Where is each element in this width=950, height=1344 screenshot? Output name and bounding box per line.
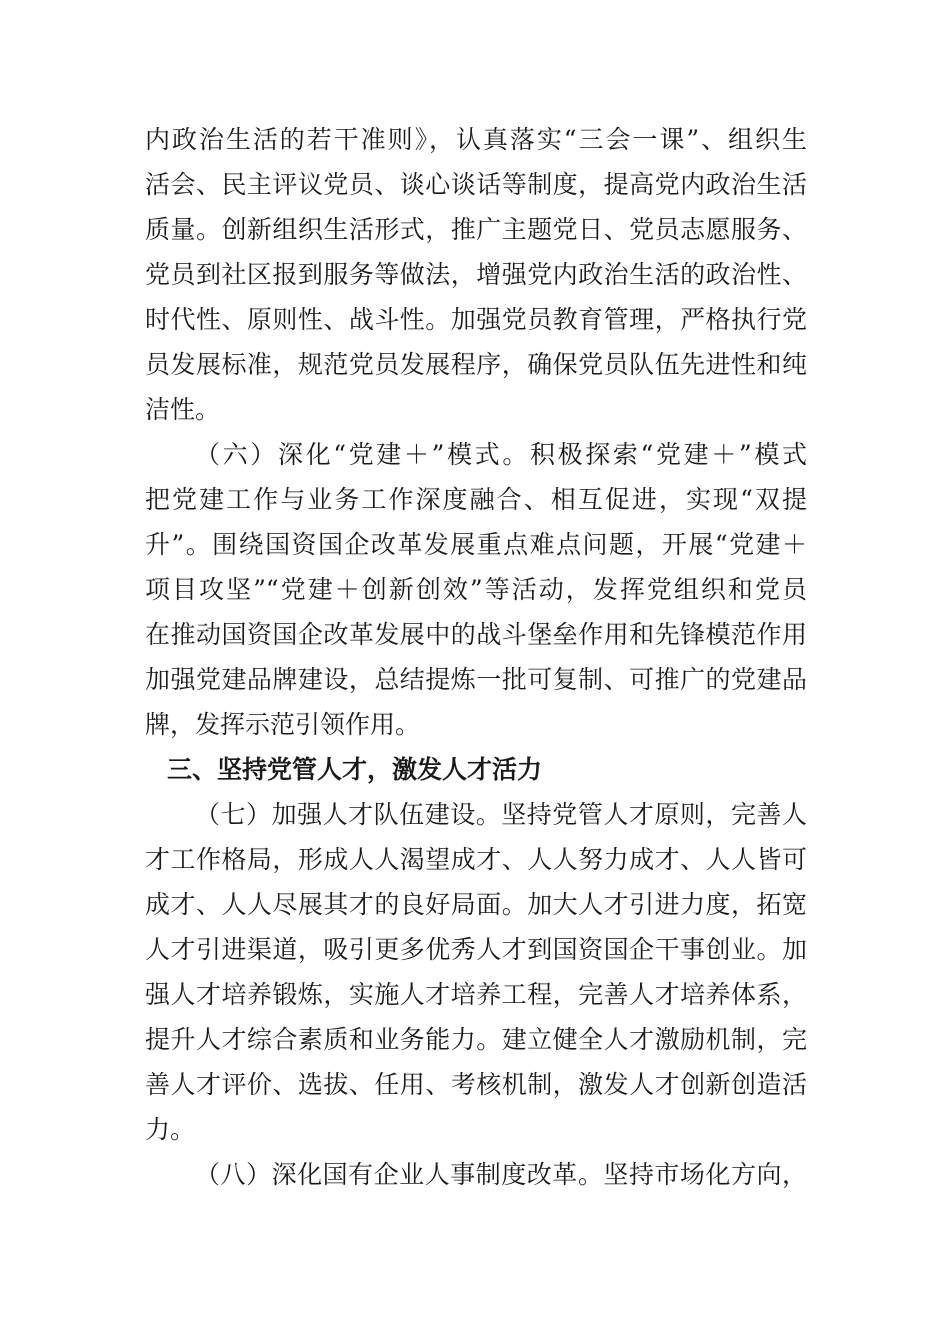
text-line: 党员到社区报到服务等做法，增强党内政治生活的政治性、 — [145, 260, 807, 289]
text-line: 项目攻坚”“党建＋创新创效”等活动，发挥党组织和党员 — [145, 575, 807, 604]
text-line: 升”。围绕国资国企改革发展重点难点问题，开展“党建＋ — [145, 530, 807, 559]
text-line: 提升人才综合素质和业务能力。建立健全人才激励机制，完 — [145, 1025, 807, 1054]
text-line: （八）深化国有企业人事制度改革。坚持市场化方向， — [195, 1160, 807, 1189]
text-line: 员发展标准，规范党员发展程序，确保党员队伍先进性和纯 — [145, 350, 807, 379]
text-line: （六）深化“党建＋”模式。积极探索“党建＋”模式 — [195, 440, 807, 469]
text-line: 成才、人人尽展其才的良好局面。加大人才引进力度，拓宽 — [145, 890, 807, 919]
text-line: 洁性。 — [145, 395, 221, 424]
paragraph-6 — [145, 432, 807, 747]
text-line: 把党建工作与业务工作深度融合、相互促进，实现“双提 — [145, 485, 807, 514]
text-line: 才工作格局，形成人人渴望成才、人人努力成才、人人皆可 — [145, 845, 807, 874]
paragraph-5-continuation — [145, 117, 807, 432]
text-line: 时代性、原则性、战斗性。加强党员教育管理，严格执行党 — [145, 305, 807, 334]
text-line: 人才引进渠道，吸引更多优秀人才到国资国企干事创业。加 — [145, 935, 807, 964]
text-line: 牌，发挥示范引领作用。 — [145, 710, 421, 739]
text-line: 善人才评价、选拔、任用、考核机制，激发人才创新创造活 — [145, 1070, 807, 1099]
text-line: 内政治生活的若干准则》，认真落实“三会一课”、组织生 — [145, 125, 807, 154]
paragraph-7 — [145, 792, 807, 1152]
text-line: 在推动国资国企改革发展中的战斗堡垒作用和先锋模范作用 — [145, 620, 807, 649]
paragraph-8 — [145, 1152, 807, 1197]
text-line: 活会、民主评议党员、谈心谈话等制度，提高党内政治生活 — [145, 170, 807, 199]
text-line: 加强党建品牌建设，总结提炼一批可复制、可推广的党建品 — [145, 665, 807, 694]
text-line: 质量。创新组织生活形式，推广主题党日、党员志愿服务、 — [145, 215, 807, 244]
section-heading: 三、坚持党管人才，激发人才活力 — [167, 755, 543, 784]
text-line: （七）加强人才队伍建设。坚持党管人才原则，完善人 — [195, 800, 807, 829]
text-line: 强人才培养锻炼，实施人才培养工程，完善人才培养体系， — [145, 980, 807, 1009]
text-line: 力。 — [145, 1115, 196, 1144]
document-body — [145, 117, 807, 1197]
